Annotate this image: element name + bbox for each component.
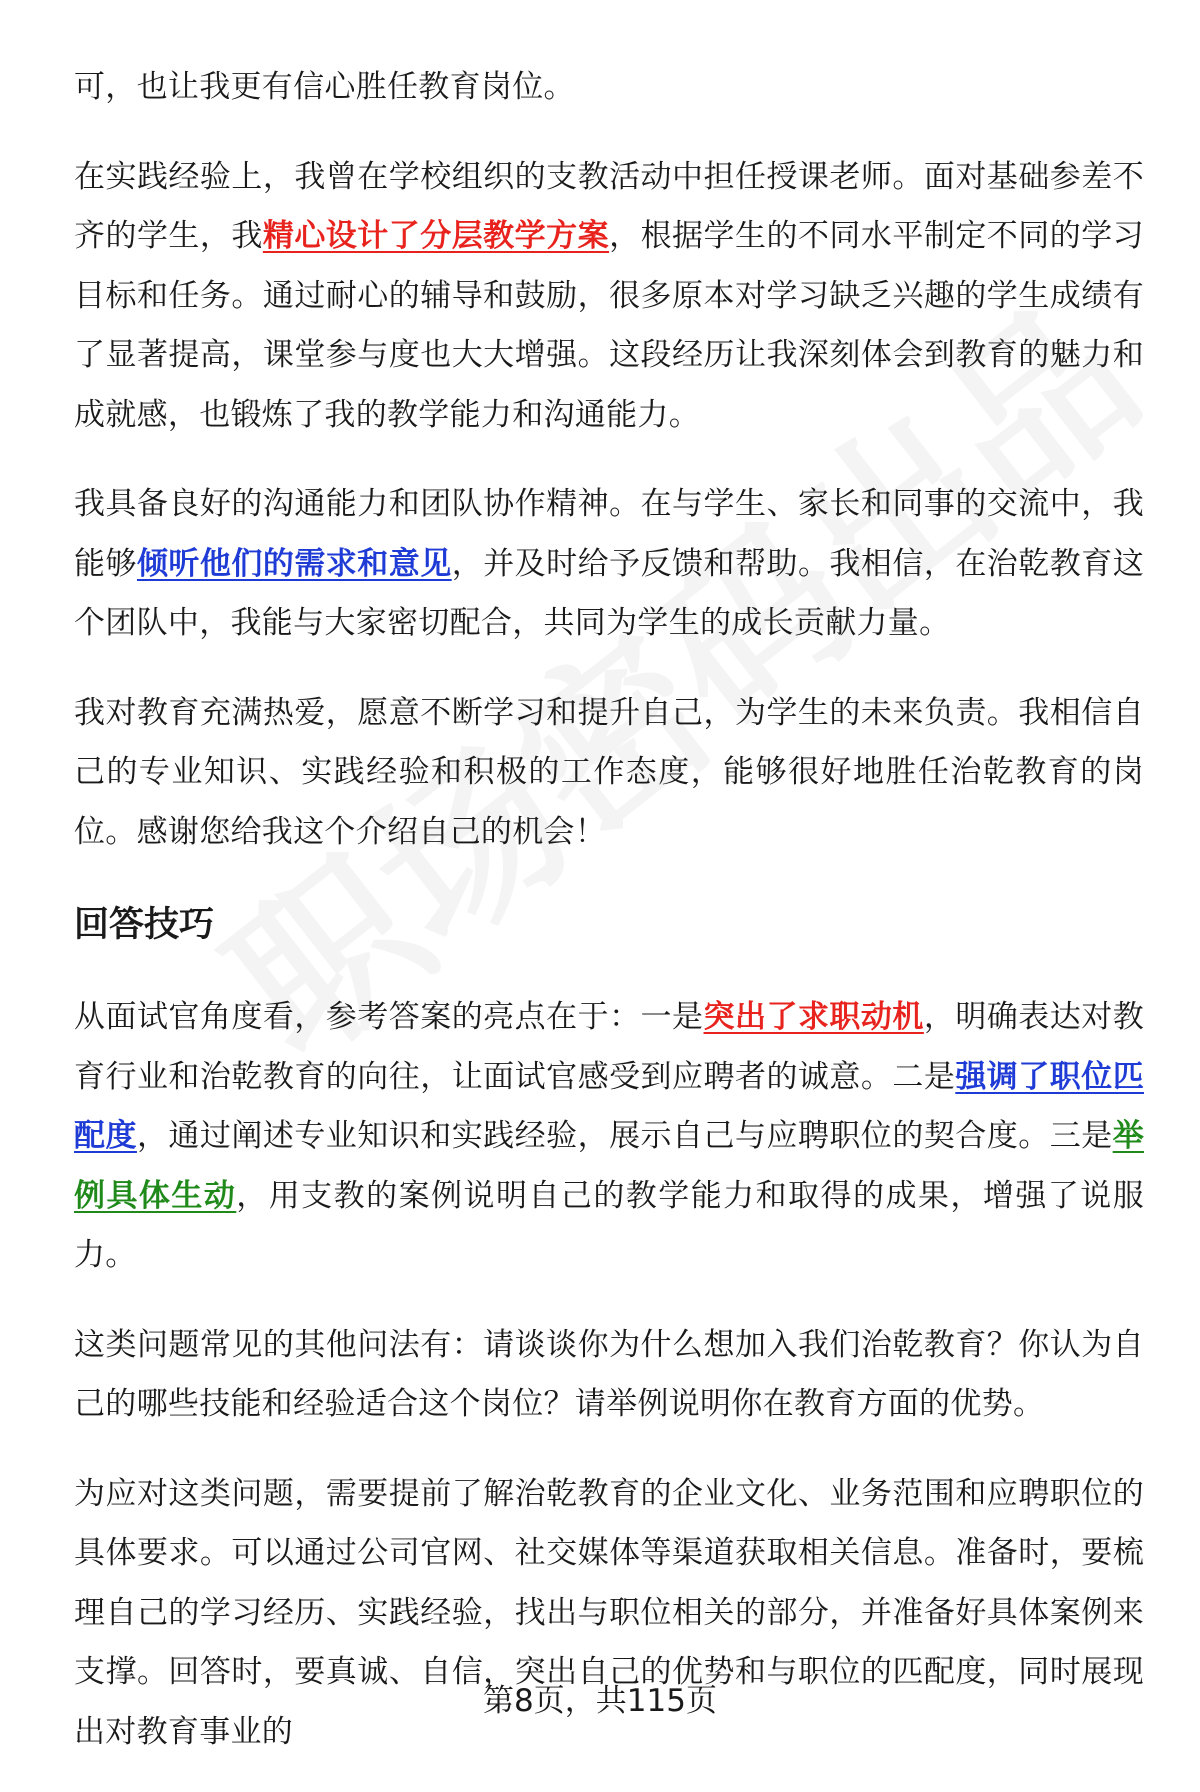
text-run: 在实践经验上，我曾在学校组织的支教活动中担任授课老师。面对基础参差不齐的学生，我 [74, 158, 1144, 254]
text-run: 可，也让我更有信心胜任教育岗位。 [74, 69, 575, 105]
text-run: ，明确表达对教育行业和治乾教育的向往，让面试官感受到应聘者的诚意。二是 [74, 999, 1144, 1095]
section-heading [74, 900, 1144, 950]
paragraph [74, 684, 1144, 863]
text-run: 回答技巧 [74, 905, 215, 945]
highlighted-phrase: 强调了职位匹配度 [74, 1058, 1144, 1154]
paragraph [74, 988, 1144, 1286]
highlighted-phrase: 倾听他们的需求和意见 [136, 545, 452, 582]
text-run: 我对教育充满热爱，愿意不断学习和提升自己，为学生的未来负责。我相信自己的专业知识、实践经验和积极的工作态度，能够很好地胜任治乾教育的岗位。感谢您给我这个介绍自己的机会！ [74, 694, 1144, 850]
paragraph [74, 58, 1144, 118]
text-run: 这类问题常见的其他问法有：请谈谈你为什么想加入我们治乾教育？你认为自己的哪些技能和经验适合这个岗位？请举例说明你在教育方面的优势。 [74, 1326, 1144, 1422]
highlighted-phrase: 举例具体生动 [74, 1118, 1144, 1214]
document-body [74, 58, 1144, 1792]
paragraph [74, 1316, 1144, 1435]
page-number: 第8页，共115页 [483, 1683, 717, 1719]
text-run: 我具备良好的沟通能力和团队协作精神。在与学生、家长和同事的交流中，我能够 [74, 486, 1144, 582]
text-run: ，根据学生的不同水平制定不同的学习目标和任务。通过耐心的辅导和鼓励，很多原本对学习缺乏兴趣的学生成绩有了显著提高，课堂参与度也大大增强。这段经历让我深刻体会到教育的魅力和成就感，也锻炼了我的教学能力和沟通能力。 [74, 218, 1144, 433]
paragraph [74, 475, 1144, 654]
text-run: ，通过阐述专业知识和实践经验，展示自己与应聘职位的契合度。三是 [136, 1118, 1113, 1154]
paragraph [74, 148, 1144, 446]
text-run: ，并及时给予反馈和帮助。我相信，在治乾教育这个团队中，我能与大家密切配合，共同为学生的成长贡献力量。 [74, 545, 1144, 641]
text-run: 从面试官角度看，参考答案的亮点在于：一是 [74, 999, 704, 1035]
text-run: 为应对这类问题，需要提前了解治乾教育的企业文化、业务范围和应聘职位的具体要求。可以通过公司官网、社交媒体等渠道获取相关信息。准备时，要梳理自己的学习经历、实践经验，找出与职位相关的部分，并准备好具体案例来支撑。回答时，要真诚、自信，突出自己的优势和与职位的匹配度，同时展现出对教育事业的 [74, 1475, 1144, 1750]
highlighted-phrase: 精心设计了分层教学方案 [262, 218, 610, 254]
highlighted-phrase: 突出了求职动机 [703, 999, 924, 1035]
text-run: ，用支教的案例说明自己的教学能力和取得的成果，增强了说服力。 [74, 1177, 1144, 1273]
